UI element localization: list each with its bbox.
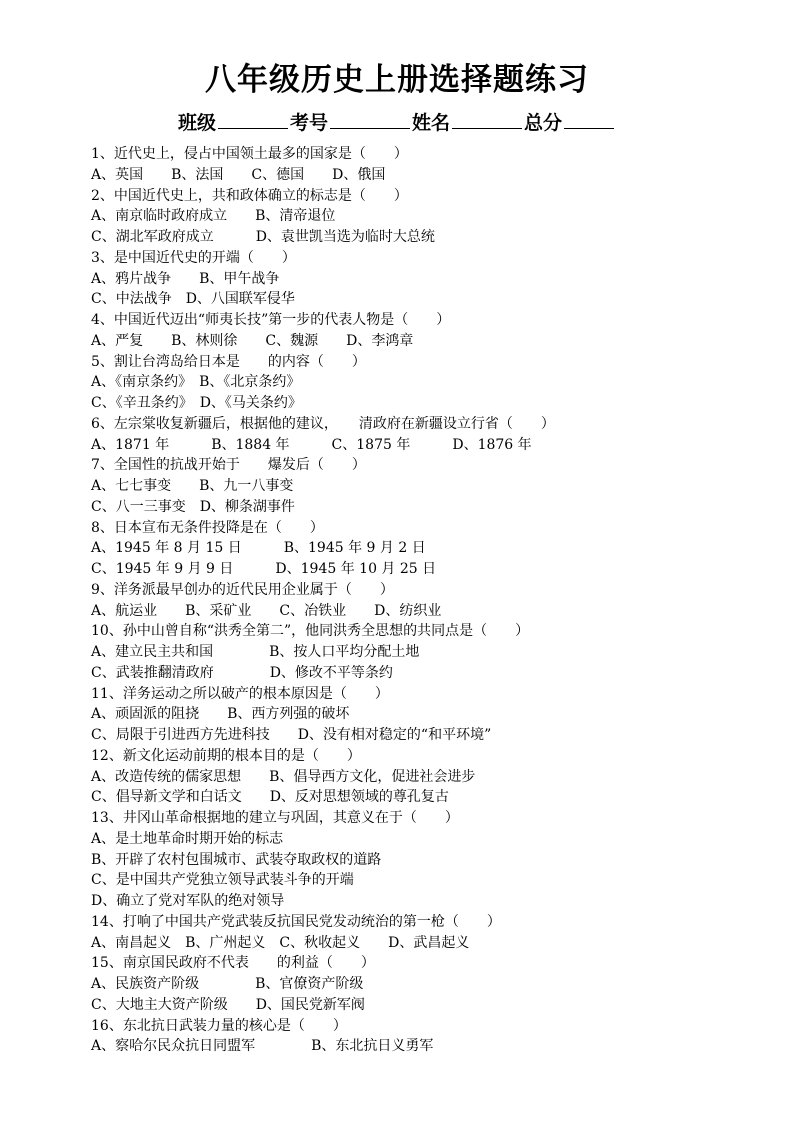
question-line: 15、南京国民政府不代表 的利益（ ） bbox=[91, 955, 375, 972]
question-line: 4、中国近代迈出“师夷长技”第一步的代表人物是（ ） bbox=[91, 312, 451, 328]
option-line: C、八一三事变 D、柳条湖事件 bbox=[91, 498, 295, 515]
question-line: 5、割让台湾岛给日本是 的内容（ ） bbox=[91, 353, 366, 370]
option-line: A、南昌起义 B、广州起义 C、秋收起义 D、武昌起义 bbox=[91, 934, 470, 951]
option-line: A、是土地革命时期开始的标志 bbox=[91, 830, 284, 847]
question-line: 7、全国性的抗战开始于 爆发后（ ） bbox=[91, 457, 366, 474]
option-line: A、南京临时政府成立 B、清帝退位 bbox=[91, 208, 336, 225]
total-score-field[interactable] bbox=[524, 110, 616, 136]
option-line: C、大地主大资产阶级 D、国民党新军阀 bbox=[91, 996, 365, 1013]
class-blank[interactable] bbox=[218, 110, 288, 129]
class-label: 班级 bbox=[177, 112, 216, 134]
option-line: A、《南京条约》 B、《北京条约》 bbox=[91, 374, 301, 391]
question-line: 2、中国近代史上，共和政体确立的标志是（ ） bbox=[91, 187, 408, 204]
name-field[interactable] bbox=[412, 110, 524, 136]
option-line: C、是中国共产党独立领导武装斗争的开端 bbox=[91, 872, 354, 889]
option-line: A、英国 B、法国 C、德国 D、俄国 bbox=[91, 166, 386, 183]
option-line: A、民族资产阶级 B、官僚资产阶级 bbox=[91, 976, 364, 992]
option-line: A、1945 年 8 月 15 日 B、1945 年 9 月 2 日 bbox=[91, 540, 426, 557]
option-line: C、湖北军政府成立 D、袁世凯当选为临时大总统 bbox=[91, 229, 435, 245]
option-line: A、顽固派的阻挠 B、西方列强的破坏 bbox=[91, 706, 350, 723]
question-line: 8、日本宣布无条件投降是在（ ） bbox=[91, 519, 324, 536]
total-score-blank[interactable] bbox=[564, 110, 614, 129]
option-line: A、1871 年 B、1884 年 C、1875 年 D、1876 年 bbox=[91, 436, 532, 453]
question-line: 3、是中国近代史的开端（ ） bbox=[91, 249, 296, 266]
option-line: C、1945 年 9 月 9 日 D、1945 年 10 月 25 日 bbox=[91, 561, 437, 577]
question-line: 13、井冈山革命根据地的建立与巩固，其意义在于（ ） bbox=[91, 810, 459, 826]
exam-number-label: 考号 bbox=[289, 112, 328, 134]
option-line: A、航运业 B、采矿业 C、冶铁业 D、纺织业 bbox=[91, 602, 442, 619]
question-line: 1、近代史上，侵占中国领土最多的国家是（ ） bbox=[91, 146, 408, 162]
question-line: 9、洋务派最早创办的近代民用企业属于（ ） bbox=[91, 581, 394, 598]
option-line: A、察哈尔民众抗日同盟军 B、东北抗日义勇军 bbox=[91, 1038, 434, 1055]
class-field[interactable] bbox=[178, 110, 290, 136]
question-line: 10、孙中山曾自称“洪秀全第二”，他同洪秀全思想的共同点是（ ） bbox=[91, 623, 530, 640]
option-line: A、建立民主共和国 B、按人口平均分配土地 bbox=[91, 644, 420, 660]
option-line: B、开辟了农村包围城市、武装夺取政权的道路 bbox=[91, 851, 382, 868]
question-list bbox=[91, 144, 771, 1057]
option-line: A、七七事变 B、九一八事变 bbox=[91, 478, 294, 494]
option-line: C、倡导新文学和白话文 D、反对思想领域的尊孔复古 bbox=[91, 789, 449, 806]
name-blank[interactable] bbox=[452, 110, 522, 129]
total-score-label: 总分 bbox=[524, 112, 563, 134]
student-info-line bbox=[0, 110, 794, 136]
question-line: 6、左宗棠收复新疆后，根据他的建议， 清政府在新疆设立行省（ ） bbox=[91, 415, 555, 432]
option-line: C、《辛丑条约》 D、《马关条约》 bbox=[91, 395, 302, 411]
option-line: C、武装推翻清政府 D、修改不平等条约 bbox=[91, 664, 393, 681]
option-line: A、鸦片战争 B、甲午战争 bbox=[91, 270, 280, 287]
exam-number-blank[interactable] bbox=[330, 110, 410, 129]
option-line: A、严复 B、林则徐 C、魏源 D、李鸿章 bbox=[91, 332, 414, 349]
page-title: 八年级历史上册选择题练习 bbox=[205, 62, 589, 98]
name-label: 姓名 bbox=[412, 112, 451, 134]
question-line: 12、新文化运动前期的根本目的是（ ） bbox=[91, 747, 361, 764]
exam-number-field[interactable] bbox=[290, 110, 412, 136]
option-line: C、中法战争 D、八国联军侵华 bbox=[91, 291, 295, 308]
option-line: C、局限于引进西方先进科技 D、没有相对稳定的“和平环境” bbox=[91, 727, 492, 743]
question-line: 14、打响了中国共产党武装反抗国民党发动统治的第一枪（ ） bbox=[91, 913, 501, 930]
option-line: A、改造传统的儒家思想 B、倡导西方文化，促进社会进步 bbox=[91, 768, 476, 785]
question-line: 11、洋务运动之所以破产的根本原因是（ ） bbox=[91, 685, 389, 702]
question-line: 16、东北抗日武装力量的核心是（ ） bbox=[91, 1017, 347, 1034]
option-line: D、确立了党对军队的绝对领导 bbox=[91, 893, 285, 909]
